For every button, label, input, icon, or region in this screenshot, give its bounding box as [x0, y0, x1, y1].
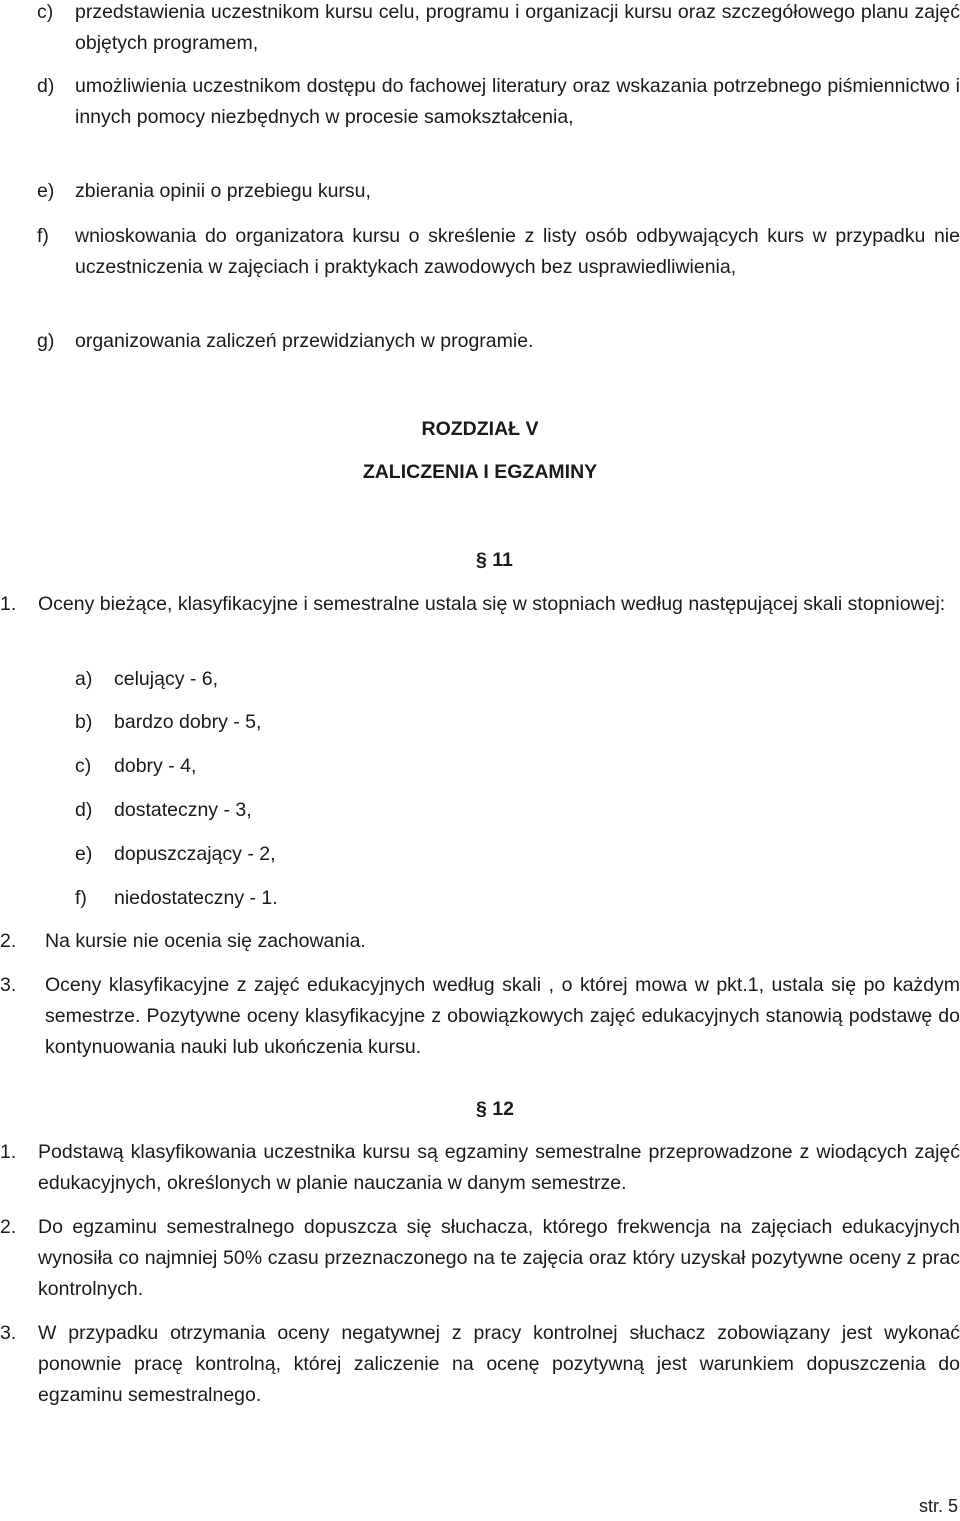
item-marker: 2. [0, 1216, 17, 1238]
grade-item [75, 751, 575, 782]
item-marker: 3. [0, 974, 17, 996]
item-text: Podstawą klasyfikowania uczestnika kursu są egzaminy semestralne przeprowadzone z wiodących zajęć edukacyjnych, określonych w planie nauczania w danym semestrze. [38, 1141, 960, 1194]
item-text: zbierania opinii o przebiegu kursu, [75, 180, 371, 202]
item-marker: c) [37, 1, 54, 23]
item-marker: 1. [0, 593, 17, 615]
numbered-paragraph [0, 1318, 960, 1411]
chapter-title: ZALICZENIA I EGZAMINY [362, 461, 598, 483]
item-marker: 1. [0, 1141, 17, 1163]
page-number: str. 5 [918, 1496, 958, 1516]
numbered-paragraph [0, 1212, 960, 1305]
item-text: organizowania zaliczeń przewidzianych w programie. [75, 330, 534, 352]
numbered-paragraph [0, 970, 960, 1063]
grade-item [75, 883, 575, 914]
item-text: wnioskowania do organizatora kursu o skreślenie z listy osób odbywających kurs w przypadku nie uczestniczenia w zajęciach i praktykach zawodowych bez usprawiedliwienia, [75, 225, 960, 278]
item-text: bardzo dobry - 5, [114, 711, 262, 733]
grade-item [75, 795, 575, 826]
item-marker: 3. [0, 1322, 17, 1344]
item-marker: e) [37, 180, 55, 202]
item-marker: 2. [0, 930, 17, 952]
item-marker: f) [37, 225, 49, 247]
item-text: celujący - 6, [114, 668, 219, 690]
item-marker: b) [75, 711, 93, 733]
item-text: umożliwienia uczestnikom dostępu do fachowej literatury oraz wskazania potrzebnego piśmiennictwo i innych pomocy niezbędnych w procesie samokształcenia, [75, 75, 960, 128]
numbered-paragraph [0, 1137, 960, 1199]
chapter-number: ROZDZIAŁ V [421, 418, 539, 440]
item-text: przedstawienia uczestnikom kursu celu, programu i organizacji kursu oraz szczegółowego planu zajęć objętych programem, [75, 1, 960, 54]
item-marker: c) [75, 755, 92, 777]
item-text: niedostateczny - 1. [114, 887, 278, 909]
list-item [37, 0, 960, 59]
item-text: Oceny bieżące, klasyfikacyjne i semestralne ustala się w stopniach według następującej skali stopniowej: [38, 593, 946, 615]
list-item [37, 326, 960, 357]
item-text: dostateczny - 3, [114, 799, 252, 821]
item-marker: d) [75, 799, 93, 821]
grade-item [75, 664, 575, 695]
item-text: dobry - 4, [114, 755, 197, 777]
list-item [37, 221, 960, 283]
numbered-paragraph [0, 926, 960, 957]
item-marker: f) [75, 887, 87, 909]
item-text: Oceny klasyfikacyjne z zajęć edukacyjnych według skali , o której mowa w pkt.1, ustala się po każdym semestrze. Pozytywne oceny klasyfikacyjne z obowiązkowych zajęć edukacyjnych stanowią podstawę do kontynuowania nauki lub ukończenia kursu. [45, 974, 960, 1058]
numbered-paragraph [0, 589, 960, 620]
section-heading: § 11 [476, 549, 513, 571]
item-text: Na kursie nie ocenia się zachowania. [45, 930, 366, 952]
section-heading: § 12 [476, 1098, 514, 1120]
grade-item [75, 839, 575, 870]
list-item [37, 71, 960, 133]
item-text: dopuszczający - 2, [114, 843, 276, 865]
item-marker: g) [37, 330, 55, 352]
grade-item [75, 707, 575, 738]
item-marker: e) [75, 843, 93, 865]
item-marker: a) [75, 668, 93, 690]
item-marker: d) [37, 75, 55, 97]
list-item [37, 176, 960, 207]
item-text: W przypadku otrzymania oceny negatywnej z pracy kontrolnej słuchacz zobowiązany jest wykonać ponownie pracę kontrolną, której zaliczenie na ocenę pozytywną jest warunkiem dopuszczenia do egzaminu semestralnego. [38, 1322, 960, 1406]
item-text: Do egzaminu semestralnego dopuszcza się słuchacza, którego frekwencja na zajęciach edukacyjnych wynosiła co najmniej 50% czasu przeznaczonego na te zajęcia oraz który uzyskał pozytywne oceny z prac kontrolnych. [38, 1216, 960, 1300]
